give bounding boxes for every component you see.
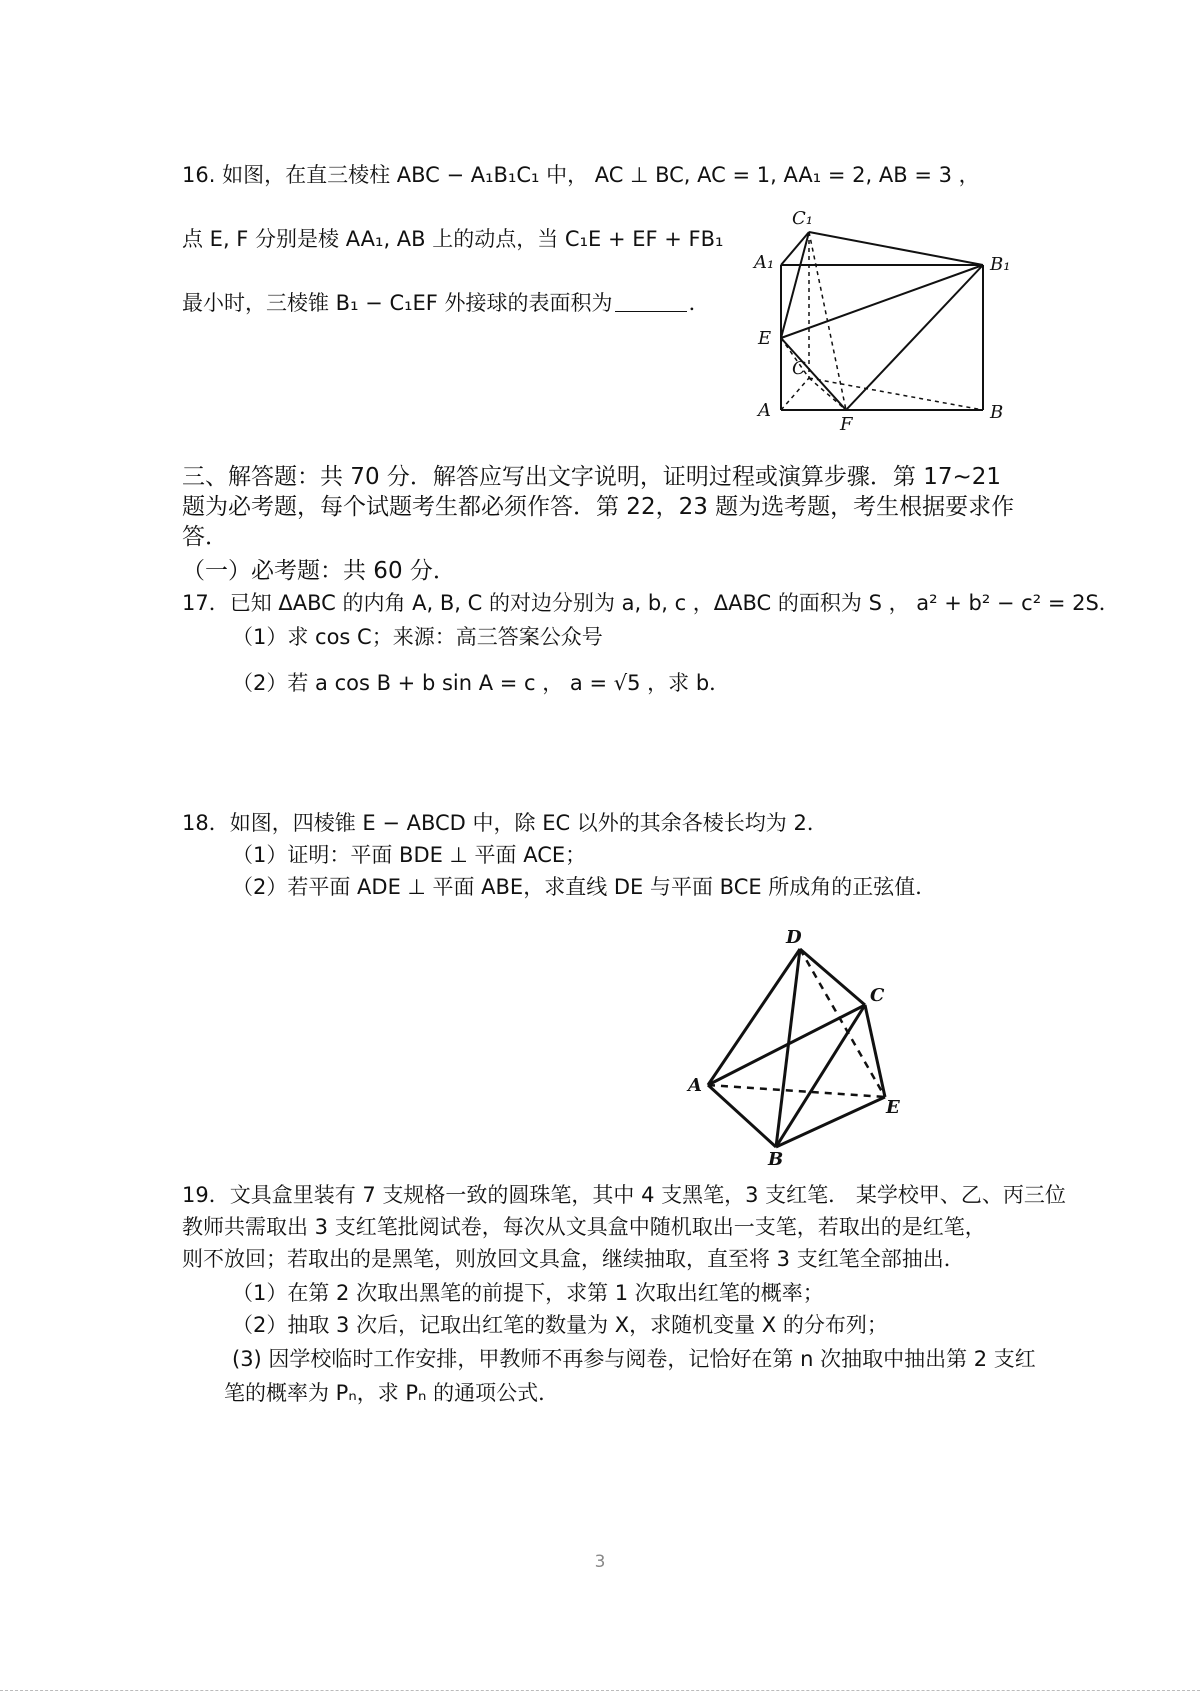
label-a: A [688, 1075, 702, 1096]
label-a1: A₁ [754, 252, 775, 273]
pyramid-figure [680, 925, 910, 1170]
q19-line2: 教师共需取出 3 支红笔批阅试卷，每次从文具盒中随机取出一支笔，若取出的是红笔， [182, 1215, 986, 1239]
q17-stem: 17．已知 ΔABC 的内角 A, B, C 的对边分别为 a, b, c ，ΔABC 的面积为 S ， a² + b² − c² = 2S． [182, 591, 1120, 615]
q18-part1: （1）证明：平面 BDE ⊥ 平面 ACE； [232, 843, 587, 867]
q17-part1: （1）求 cos C；来源：高三答案公众号 [232, 625, 603, 649]
edge-a-c-hidden [781, 378, 809, 410]
label-a: A [758, 400, 771, 421]
page-bottom-divider [0, 1690, 1200, 1691]
q16-line2: 点 E, F 分别是棱 AA₁, AB 上的动点，当 C₁E + EF + FB₁ [182, 227, 724, 251]
label-b1: B₁ [990, 254, 1011, 275]
label-f: F [840, 414, 853, 435]
q19-line1: 19．文具盒里装有 7 支规格一致的圆珠笔，其中 4 支黑笔，3 支红笔． 某学校甲、乙、丙三位 [182, 1183, 1066, 1207]
q19-line3: 则不放回；若取出的是黑笔，则放回文具盒，继续抽取，直至将 3 支红笔全部抽出． [182, 1247, 965, 1271]
q18-stem: 18．如图，四棱锥 E − ABCD 中，除 EC 以外的其余各棱长均为 2． [182, 811, 828, 835]
label-b: B [768, 1149, 784, 1170]
q17-part2: （2）若 a cos B + b sin A = c ， a = √5 ，求 b． [232, 671, 731, 695]
edge-d-e-hidden [800, 949, 885, 1097]
edge-d-c [800, 949, 865, 1005]
q16-line3 [182, 288, 710, 318]
answer-blank [615, 310, 687, 312]
q16-line1: 16. 如图，在直三棱柱 ABC − A₁B₁C₁ 中， AC ⊥ BC, AC = 1, AA₁ = 2, AB = 3 ， [182, 163, 980, 187]
label-d: D [786, 927, 802, 948]
q16-line3-end: ． [688, 291, 710, 315]
segment-e-b1 [781, 265, 983, 338]
label-e: E [758, 328, 772, 349]
label-c: C [870, 985, 885, 1006]
section3-line2: 题为必考题，每个试题考生都必须作答．第 22，23 题为选考题，考生根据要求作 [182, 494, 1015, 520]
edge-a-e-hidden [708, 1085, 885, 1097]
q19-part3-line2: 笔的概率为 Pₙ，求 Pₙ 的通项公式． [224, 1381, 560, 1405]
segment-c1-f-hidden [809, 232, 846, 410]
edge-c1-b1 [809, 232, 983, 265]
label-c1: C₁ [792, 208, 813, 229]
prism-figure [740, 208, 1020, 435]
section3-line3: 答． [182, 524, 228, 550]
section3-line1: 三、解答题：共 70 分．解答应写出文字说明，证明过程或演算步骤．第 17~21 [182, 464, 1002, 490]
q16-line3-text: 最小时，三棱锥 B₁ − C₁EF 外接球的表面积为 [182, 291, 613, 315]
q18-part2: （2）若平面 ADE ⊥ 平面 ABE，求直线 DE 与平面 BCE 所成角的正弦值． [232, 875, 937, 899]
segment-e-f [781, 338, 846, 410]
edge-c-b-hidden [809, 378, 983, 410]
edge-a-b [708, 1085, 776, 1147]
label-c: C [792, 358, 806, 379]
q19-part2: （2）抽取 3 次后，记取出红笔的数量为 X，求随机变量 X 的分布列； [232, 1313, 888, 1337]
page-number: 3 [594, 1552, 606, 1572]
section3-subheading: （一）必考题：共 60 分． [182, 558, 456, 584]
label-e: E [886, 1097, 900, 1118]
q19-part3-line1: (3) 因学校临时工作安排，甲教师不再参与阅卷，记恰好在第 n 次抽取中抽出第 2 支红 [232, 1347, 1036, 1371]
label-b: B [990, 402, 1004, 423]
q19-part1: （1）在第 2 次取出黑笔的前提下，求第 1 次取出红笔的概率； [232, 1281, 824, 1305]
edge-c-e [865, 1005, 885, 1097]
